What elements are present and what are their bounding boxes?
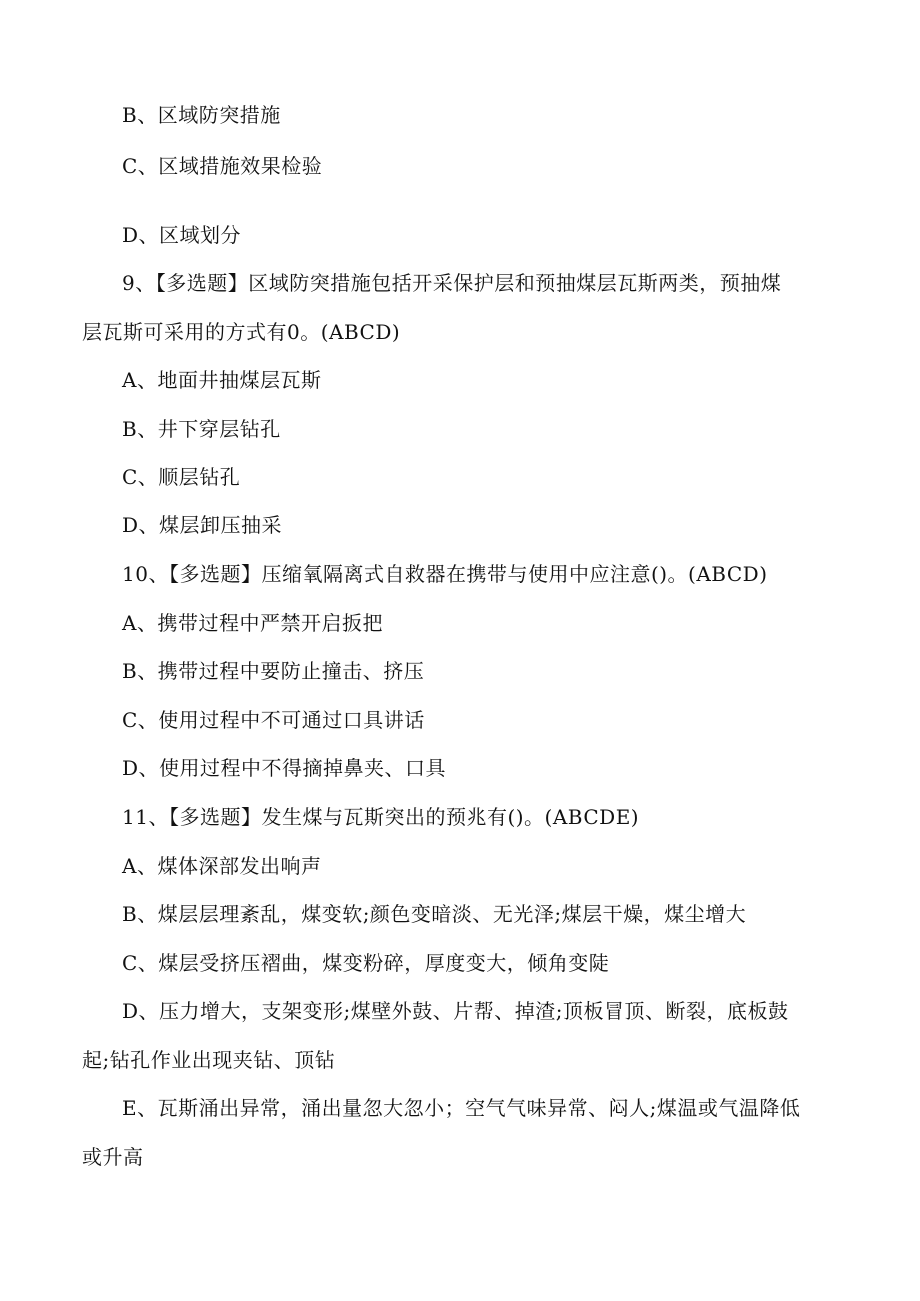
q11-option-e-line-2: 或升高 — [82, 1145, 144, 1169]
option-d-line: D、区域划分 — [122, 223, 242, 247]
q10-option-b: B、携带过程中要防止撞击、挤压 — [122, 659, 425, 683]
q10-option-d: D、使用过程中不得摘掉鼻夹、口具 — [122, 756, 447, 780]
q11-option-d-line-1: D、压力增大，支架变形;煤壁外鼓、片帮、掉渣;顶板冒顶、断裂，底板鼓 — [122, 999, 789, 1023]
q10-option-a: A、携带过程中严禁开启扳把 — [122, 611, 383, 635]
q11-option-e-line-1: E、瓦斯涌出异常，涌出量忽大忽小；空气气味异常、闷人;煤温或气温降低 — [122, 1096, 801, 1120]
option-b-line: B、区域防突措施 — [122, 103, 281, 127]
q11-option-b: B、煤层层理紊乱，煤变软;颜色变暗淡、无光泽;煤层干燥，煤尘增大 — [122, 902, 747, 926]
q9-option-c: C、顺层钻孔 — [122, 465, 241, 489]
q9-option-a: A、地面井抽煤层瓦斯 — [122, 368, 322, 392]
question-9-line-1: 9、【多选题】区域防突措施包括开采保护层和预抽煤层瓦斯两类，预抽煤 — [122, 271, 782, 295]
q11-option-c: C、煤层受挤压褶曲，煤变粉碎，厚度变大，倾角变陡 — [122, 951, 610, 975]
question-10-line: 10、【多选题】压缩氧隔离式自救器在携带与使用中应注意()。(ABCD) — [122, 562, 768, 586]
question-9-line-2: 层瓦斯可采用的方式有0。(ABCD) — [82, 320, 401, 344]
q11-option-a: A、煤体深部发出响声 — [122, 854, 322, 878]
q11-option-d-line-2: 起;钻孔作业出现夹钻、顶钻 — [82, 1048, 336, 1072]
q9-option-d: D、煤层卸压抽采 — [122, 513, 283, 537]
q10-option-c: C、使用过程中不可通过口具讲话 — [122, 708, 425, 732]
option-c-line: C、区域措施效果检验 — [122, 154, 323, 178]
question-11-line: 11、【多选题】发生煤与瓦斯突出的预兆有()。(ABCDE) — [122, 805, 640, 829]
q9-option-b: B、井下穿层钻孔 — [122, 417, 281, 441]
